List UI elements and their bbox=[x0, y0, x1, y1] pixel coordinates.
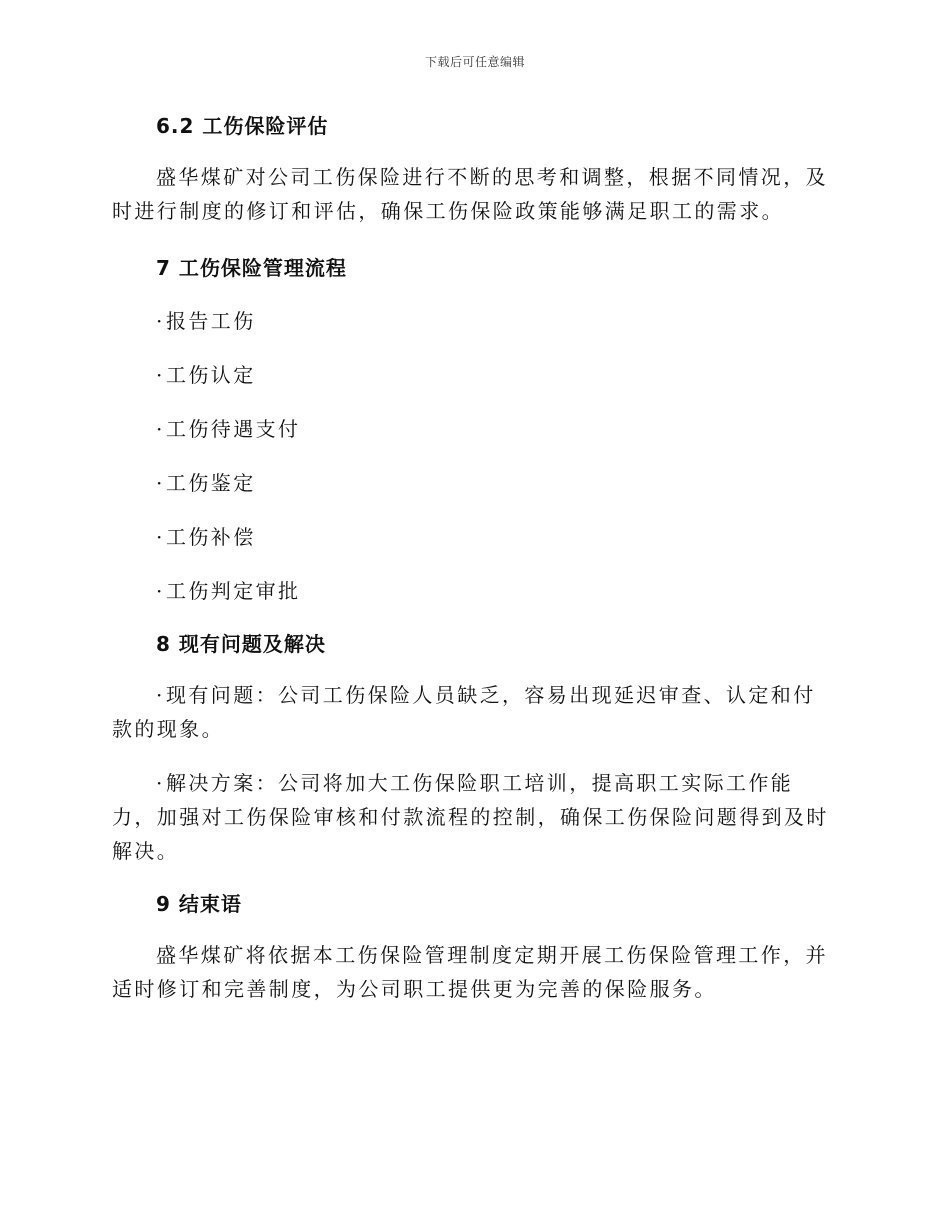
bullet-marker: · bbox=[156, 771, 165, 795]
section-heading-7: 7 工伤保险管理流程 bbox=[156, 256, 347, 280]
bullet-marker: · bbox=[156, 525, 165, 549]
section-heading-8: 8 现有问题及解决 bbox=[156, 632, 326, 656]
bullet-marker: · bbox=[156, 471, 165, 495]
list-item bbox=[112, 574, 832, 608]
list-item-text: 工伤鉴定 bbox=[166, 471, 256, 495]
list-item-text: 工伤补偿 bbox=[166, 525, 256, 549]
bullet-marker: · bbox=[156, 417, 165, 441]
bullet-marker: · bbox=[156, 309, 165, 333]
section-6-2-paragraph: 盛华煤矿对公司工伤保险进行不断的思考和调整，根据不同情况，及时进行制度的修订和评估，确保工伤保险政策能够满足职工的需求。 bbox=[112, 165, 828, 223]
document-body bbox=[112, 108, 832, 1006]
list-item-text: 报告工伤 bbox=[166, 309, 256, 333]
list-item-text: 工伤待遇支付 bbox=[166, 417, 301, 441]
bullet-marker: · bbox=[156, 363, 165, 387]
list-item-text: 解决方案：公司将加大工伤保险职工培训，提高职工实际工作能力，加强对工伤保险审核和付款流程的控制，确保工伤保险问题得到及时解决。 bbox=[112, 771, 829, 863]
section-9-paragraph: 盛华煤矿将依据本工伤保险管理制度定期开展工伤保险管理工作，并适时修订和完善制度，为公司职工提供更为完善的保险服务。 bbox=[112, 943, 828, 1001]
section-heading-9: 9 结束语 bbox=[156, 892, 242, 916]
list-item bbox=[112, 412, 832, 446]
bullet-marker: · bbox=[156, 579, 165, 603]
list-item-text: 工伤判定审批 bbox=[166, 579, 301, 603]
page-header: 下载后可任意编辑 bbox=[424, 55, 525, 69]
bullet-marker: · bbox=[156, 683, 165, 707]
list-item bbox=[112, 520, 832, 554]
list-item bbox=[112, 766, 832, 868]
list-item-text: 工伤认定 bbox=[166, 363, 256, 387]
list-item bbox=[112, 678, 832, 746]
list-item bbox=[112, 466, 832, 500]
list-item bbox=[112, 358, 832, 392]
list-item-text: 现有问题：公司工伤保险人员缺乏，容易出现延迟审查、认定和付款的现象。 bbox=[112, 683, 816, 741]
list-item bbox=[112, 304, 832, 338]
section-heading-6-2: 6.2 工伤保险评估 bbox=[156, 114, 329, 138]
